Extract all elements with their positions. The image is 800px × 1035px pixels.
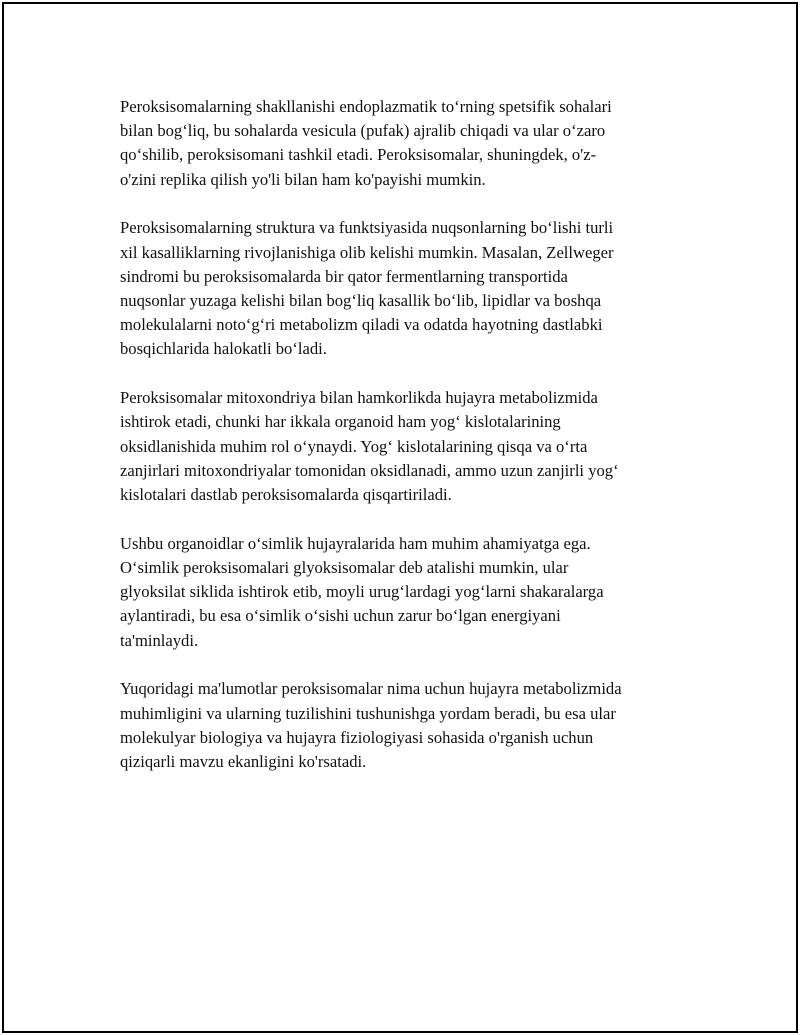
document-page bbox=[2, 2, 798, 1033]
text-line: oksidlanishida muhim rol o‘ynaydi. Yog‘ kislotalarining qisqa va o‘rta bbox=[120, 436, 588, 456]
text-line: Peroksisomalar mitoxondriya bilan hamkorlikda hujayra metabolizmida bbox=[120, 388, 598, 408]
text-line: bilan bog‘liq, bu sohalarda vesicula (pufak) ajralib chiqadi va ular o‘zaro bbox=[120, 121, 606, 141]
text-line: molekulyar biologiya va hujayra fiziologiyasi sohasida o'rganish uchun bbox=[120, 727, 594, 747]
text-line: o'zini replika qilish yo'li bilan ham ko'payishi mumkin. bbox=[120, 169, 486, 189]
paragraph-3 bbox=[120, 386, 690, 507]
text-line: kislotalari dastlab peroksisomalarda qisqartiriladi. bbox=[120, 485, 452, 505]
document-body bbox=[120, 95, 690, 799]
text-line: xil kasalliklarning rivojlanishiga olib kelishi mumkin. Masalan, Zellweger bbox=[120, 242, 614, 262]
paragraph-1 bbox=[120, 95, 690, 192]
text-line: Peroksisomalarning struktura va funktsiyasida nuqsonlarning bo‘lishi turli bbox=[120, 218, 614, 238]
text-line: Yuqoridagi ma'lumotlar peroksisomalar nima uchun hujayra metabolizmida bbox=[120, 679, 622, 699]
text-line: ishtirok etadi, chunki har ikkala organoid ham yog‘ kislotalarining bbox=[120, 412, 561, 432]
text-line: qo‘shilib, peroksisomani tashkil etadi. Peroksisomalar, shuningdek, o'z- bbox=[120, 145, 597, 165]
paragraph-4 bbox=[120, 532, 690, 653]
text-line: Peroksisomalarning shakllanishi endoplazmatik to‘rning spetsifik sohalari bbox=[120, 97, 612, 116]
text-line: Ushbu organoidlar o‘simlik hujayralarida ham muhim ahamiyatga ega. bbox=[120, 533, 591, 553]
text-line: qiziqarli mavzu ekanligini ko'rsatadi. bbox=[120, 752, 367, 772]
text-line: zanjirlari mitoxondriyalar tomonidan oksidlanadi, ammo uzun zanjirli yog‘ bbox=[120, 460, 619, 480]
text-line: molekulalarni noto‘g‘ri metabolizm qiladi va odatda hayotning dastlabki bbox=[120, 315, 603, 335]
text-line: O‘simlik peroksisomalari glyoksisomalar deb atalishi mumkin, ular bbox=[120, 558, 569, 578]
text-line: glyoksilat siklida ishtirok etib, moyli urug‘lardagi yog‘larni shakaralarga bbox=[120, 582, 604, 602]
text-line: aylantiradi, bu esa o‘simlik o‘sishi uchun zarur bo‘lgan energiyani bbox=[120, 606, 561, 626]
paragraph-2 bbox=[120, 216, 690, 361]
text-line: ta'minlaydi. bbox=[120, 630, 199, 650]
text-line: muhimligini va ularning tuzilishini tushunishga yordam beradi, bu esa ular bbox=[120, 703, 616, 723]
paragraph-5 bbox=[120, 677, 690, 774]
text-line: sindromi bu peroksisomalarda bir qator fermentlarning transportida bbox=[120, 266, 568, 286]
text-line: bosqichlarida halokatli bo‘ladi. bbox=[120, 339, 327, 359]
text-line: nuqsonlar yuzaga kelishi bilan bog‘liq kasallik bo‘lib, lipidlar va boshqa bbox=[120, 291, 602, 311]
